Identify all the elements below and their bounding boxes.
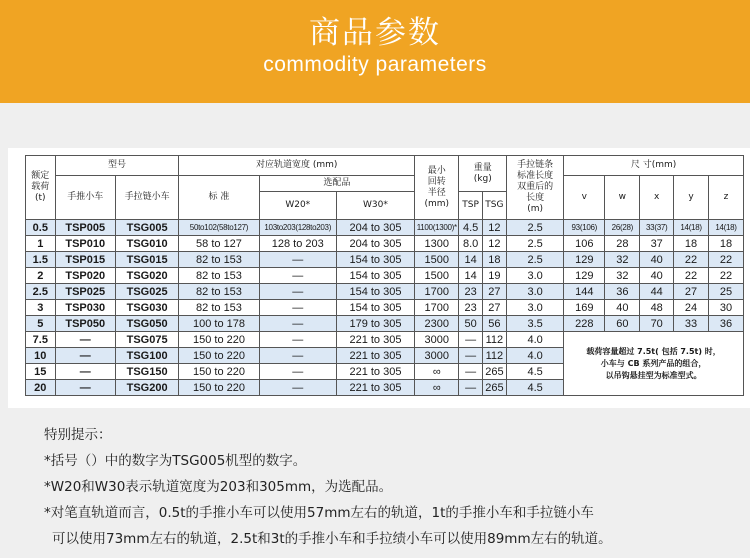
table-row xyxy=(26,268,744,284)
header-dim-z: z xyxy=(709,176,744,220)
push-trolley-model: — xyxy=(55,332,115,348)
standard-width-cell: 58 to 127 xyxy=(179,236,259,252)
header-w20: W20* xyxy=(259,192,336,220)
capacity-cell: 20 xyxy=(26,380,56,396)
weight-tsp-cell: 23 xyxy=(459,284,482,300)
dimension-v-cell: 169 xyxy=(564,300,605,316)
weight-tsg-cell: 19 xyxy=(482,268,506,284)
note-line: *对笔直轨道而言，0.5t的手推小车可以使用57mm左右的轨道，1t的手推小车和手拉链小车 xyxy=(44,505,594,521)
chain-length-cell: 4.5 xyxy=(507,380,564,396)
header-min-radius: 最小 回转 半径 (mm) xyxy=(415,156,459,220)
banner-title: 商品参数 xyxy=(309,15,441,51)
push-trolley-model: TSP010 xyxy=(55,236,115,252)
weight-tsp-cell: 14 xyxy=(459,268,482,284)
push-trolley-model: TSP015 xyxy=(55,252,115,268)
w20-width-cell: — xyxy=(259,332,336,348)
chain-length-cell: 3.5 xyxy=(507,316,564,332)
w20-width-cell: 128 to 203 xyxy=(259,236,336,252)
dimension-z-cell: 14(18) xyxy=(709,220,744,236)
dimension-note-line: 载荷容量超过 7.5t( 包括 7.5t) 时， xyxy=(586,346,721,356)
table-row xyxy=(26,252,744,268)
header-tsg: TSG xyxy=(482,192,506,220)
w30-width-cell: 179 to 305 xyxy=(336,316,414,332)
chain-trolley-model: TSG030 xyxy=(115,300,178,316)
dimension-x-cell: 44 xyxy=(640,284,674,300)
dimension-w-cell: 26(28) xyxy=(605,220,640,236)
header-dim-x: x xyxy=(640,176,674,220)
dimension-w-cell: 28 xyxy=(605,236,640,252)
banner-subtitle: commodity parameters xyxy=(263,53,487,76)
dimension-x-cell: 33(37) xyxy=(640,220,674,236)
chain-trolley-model: TSG005 xyxy=(115,220,178,236)
min-radius-cell: 1700 xyxy=(415,300,459,316)
standard-width-cell: 150 to 220 xyxy=(179,332,259,348)
dimension-z-cell: 25 xyxy=(709,284,744,300)
note-line: *W20和W30表示轨道宽度为203和305mm，为选配品。 xyxy=(44,479,393,495)
dimension-v-cell: 228 xyxy=(564,316,605,332)
dimension-v-cell: 106 xyxy=(564,236,605,252)
chain-length-cell: 2.5 xyxy=(507,252,564,268)
header-capacity: 额定 载荷 (t) xyxy=(26,156,56,220)
header-dim-w: w xyxy=(605,176,640,220)
chain-trolley-model: TSG025 xyxy=(115,284,178,300)
push-trolley-model: TSP030 xyxy=(55,300,115,316)
weight-tsp-cell: — xyxy=(459,348,482,364)
push-trolley-model: TSP050 xyxy=(55,316,115,332)
chain-trolley-model: TSG100 xyxy=(115,348,178,364)
chain-length-cell: 4.5 xyxy=(507,364,564,380)
dimension-y-cell: 14(18) xyxy=(674,220,709,236)
dimension-v-cell: 129 xyxy=(564,268,605,284)
capacity-cell: 2.5 xyxy=(26,284,56,300)
header-optional: 选配品 xyxy=(259,176,414,192)
standard-width-cell: 82 to 153 xyxy=(179,300,259,316)
dimension-w-cell: 36 xyxy=(605,284,640,300)
dimension-x-cell: 48 xyxy=(640,300,674,316)
min-radius-cell: 1700 xyxy=(415,284,459,300)
weight-tsg-cell: 12 xyxy=(482,220,506,236)
dimension-y-cell: 33 xyxy=(674,316,709,332)
dimension-y-cell: 22 xyxy=(674,268,709,284)
header-tsp: TSP xyxy=(459,192,482,220)
header-chain-trolley: 手拉链小车 xyxy=(115,176,178,220)
standard-width-cell: 100 to 178 xyxy=(179,316,259,332)
dimension-z-cell: 22 xyxy=(709,268,744,284)
weight-tsg-cell: 265 xyxy=(482,380,506,396)
min-radius-cell: 3000 xyxy=(415,348,459,364)
chain-length-cell: 3.0 xyxy=(507,284,564,300)
dimension-y-cell: 27 xyxy=(674,284,709,300)
chain-length-cell: 2.5 xyxy=(507,236,564,252)
capacity-cell: 5 xyxy=(26,316,56,332)
chain-trolley-model: TSG015 xyxy=(115,252,178,268)
min-radius-cell: 1300 xyxy=(415,236,459,252)
chain-trolley-model: TSG050 xyxy=(115,316,178,332)
min-radius-cell: 1100(1300)* xyxy=(415,220,459,236)
w20-width-cell: — xyxy=(259,380,336,396)
header-rail-width: 对应轨道宽度 (mm) xyxy=(179,156,415,176)
table-row xyxy=(26,332,744,348)
w30-width-cell: 204 to 305 xyxy=(336,236,414,252)
weight-tsp-cell: 14 xyxy=(459,252,482,268)
dimension-v-cell: 144 xyxy=(564,284,605,300)
min-radius-cell: 3000 xyxy=(415,332,459,348)
w20-width-cell: — xyxy=(259,284,336,300)
standard-width-cell: 82 to 153 xyxy=(179,268,259,284)
standard-width-cell: 150 to 220 xyxy=(179,348,259,364)
chain-trolley-model: TSG075 xyxy=(115,332,178,348)
chain-length-cell: 2.5 xyxy=(507,220,564,236)
standard-width-cell: 82 to 153 xyxy=(179,284,259,300)
min-radius-cell: ∞ xyxy=(415,364,459,380)
dimension-z-cell: 18 xyxy=(709,236,744,252)
header-chain-length: 手拉链条 标准长度 双重后的 长度 (m) xyxy=(507,156,564,220)
min-radius-cell: ∞ xyxy=(415,380,459,396)
weight-tsg-cell: 265 xyxy=(482,364,506,380)
weight-tsp-cell: — xyxy=(459,364,482,380)
note-line: *括号（）中的数字为TSG005机型的数字。 xyxy=(44,453,307,469)
min-radius-cell: 1500 xyxy=(415,268,459,284)
weight-tsp-cell: 50 xyxy=(459,316,482,332)
w20-width-cell: — xyxy=(259,252,336,268)
header-dim-y: y xyxy=(674,176,709,220)
chain-length-cell: 4.0 xyxy=(507,332,564,348)
standard-width-cell: 50to102(58to127) xyxy=(179,220,259,236)
w30-width-cell: 154 to 305 xyxy=(336,284,414,300)
weight-tsp-cell: — xyxy=(459,332,482,348)
dimension-z-cell: 30 xyxy=(709,300,744,316)
weight-tsg-cell: 12 xyxy=(482,236,506,252)
weight-tsg-cell: 56 xyxy=(482,316,506,332)
dimension-z-cell: 36 xyxy=(709,316,744,332)
dimension-y-cell: 22 xyxy=(674,252,709,268)
w20-width-cell: — xyxy=(259,300,336,316)
w30-width-cell: 221 to 305 xyxy=(336,364,414,380)
chain-trolley-model: TSG200 xyxy=(115,380,178,396)
dimension-w-cell: 32 xyxy=(605,252,640,268)
capacity-cell: 1.5 xyxy=(26,252,56,268)
dimension-y-cell: 18 xyxy=(674,236,709,252)
capacity-cell: 7.5 xyxy=(26,332,56,348)
push-trolley-model: TSP025 xyxy=(55,284,115,300)
dimension-x-cell: 37 xyxy=(640,236,674,252)
header-w30: W30* xyxy=(336,192,414,220)
w30-width-cell: 221 to 305 xyxy=(336,348,414,364)
weight-tsg-cell: 27 xyxy=(482,284,506,300)
push-trolley-model: — xyxy=(55,380,115,396)
weight-tsg-cell: 18 xyxy=(482,252,506,268)
w30-width-cell: 154 to 305 xyxy=(336,268,414,284)
weight-tsg-cell: 112 xyxy=(482,332,506,348)
w20-width-cell: — xyxy=(259,364,336,380)
header-weight: 重量 (kg) xyxy=(459,156,507,192)
capacity-cell: 1 xyxy=(26,236,56,252)
chain-length-cell: 4.0 xyxy=(507,348,564,364)
weight-tsg-cell: 27 xyxy=(482,300,506,316)
header-banner xyxy=(0,0,750,103)
table-row xyxy=(26,300,744,316)
push-trolley-model: — xyxy=(55,364,115,380)
push-trolley-model: — xyxy=(55,348,115,364)
dimension-x-cell: 70 xyxy=(640,316,674,332)
weight-tsp-cell: — xyxy=(459,380,482,396)
w30-width-cell: 221 to 305 xyxy=(336,332,414,348)
special-notes xyxy=(44,422,612,552)
weight-tsp-cell: 23 xyxy=(459,300,482,316)
w30-width-cell: 204 to 305 xyxy=(336,220,414,236)
dimension-w-cell: 60 xyxy=(605,316,640,332)
notes-heading: 特别提示： xyxy=(44,427,112,443)
capacity-cell: 3 xyxy=(26,300,56,316)
dimension-x-cell: 40 xyxy=(640,268,674,284)
note-line: 可以使用73mm左右的轨道，2.5t和3t的手推小车和手拉绩小车可以使用89mm左右的轨道。 xyxy=(52,531,612,547)
capacity-cell: 2 xyxy=(26,268,56,284)
weight-tsg-cell: 112 xyxy=(482,348,506,364)
dimension-z-cell: 22 xyxy=(709,252,744,268)
weight-tsp-cell: 4.5 xyxy=(459,220,482,236)
dimension-note xyxy=(564,332,744,396)
dimension-v-cell: 129 xyxy=(564,252,605,268)
header-push-trolley: 手推小车 xyxy=(55,176,115,220)
push-trolley-model: TSP005 xyxy=(55,220,115,236)
chain-trolley-model: TSG010 xyxy=(115,236,178,252)
capacity-cell: 0.5 xyxy=(26,220,56,236)
header-dimensions: 尺 寸(mm) xyxy=(564,156,744,176)
push-trolley-model: TSP020 xyxy=(55,268,115,284)
header-standard: 标 准 xyxy=(179,176,259,220)
w20-width-cell: — xyxy=(259,348,336,364)
header-dim-v: v xyxy=(564,176,605,220)
capacity-cell: 10 xyxy=(26,348,56,364)
w30-width-cell: 221 to 305 xyxy=(336,380,414,396)
chain-trolley-model: TSG150 xyxy=(115,364,178,380)
table-row xyxy=(26,236,744,252)
dimension-w-cell: 32 xyxy=(605,268,640,284)
standard-width-cell: 82 to 153 xyxy=(179,252,259,268)
min-radius-cell: 1500 xyxy=(415,252,459,268)
dimension-w-cell: 40 xyxy=(605,300,640,316)
table-row xyxy=(26,284,744,300)
header-model: 型号 xyxy=(55,156,179,176)
w20-width-cell: — xyxy=(259,268,336,284)
w20-width-cell: — xyxy=(259,316,336,332)
weight-tsp-cell: 8.0 xyxy=(459,236,482,252)
dimension-note-line: 小车与 CB 系列产品的组合， xyxy=(600,358,707,368)
table-row xyxy=(26,316,744,332)
chain-length-cell: 3.0 xyxy=(507,300,564,316)
standard-width-cell: 150 to 220 xyxy=(179,364,259,380)
dimension-note-line: 以吊钩悬挂型为标准型式。 xyxy=(605,370,702,380)
dimension-x-cell: 40 xyxy=(640,252,674,268)
min-radius-cell: 2300 xyxy=(415,316,459,332)
chain-length-cell: 3.0 xyxy=(507,268,564,284)
standard-width-cell: 150 to 220 xyxy=(179,380,259,396)
capacity-cell: 15 xyxy=(26,364,56,380)
w30-width-cell: 154 to 305 xyxy=(336,252,414,268)
parameter-table xyxy=(25,155,744,396)
table-row xyxy=(26,220,744,236)
w30-width-cell: 154 to 305 xyxy=(336,300,414,316)
w20-width-cell: 103to203(128to203) xyxy=(259,220,336,236)
dimension-v-cell: 93(106) xyxy=(564,220,605,236)
chain-trolley-model: TSG020 xyxy=(115,268,178,284)
dimension-y-cell: 24 xyxy=(674,300,709,316)
